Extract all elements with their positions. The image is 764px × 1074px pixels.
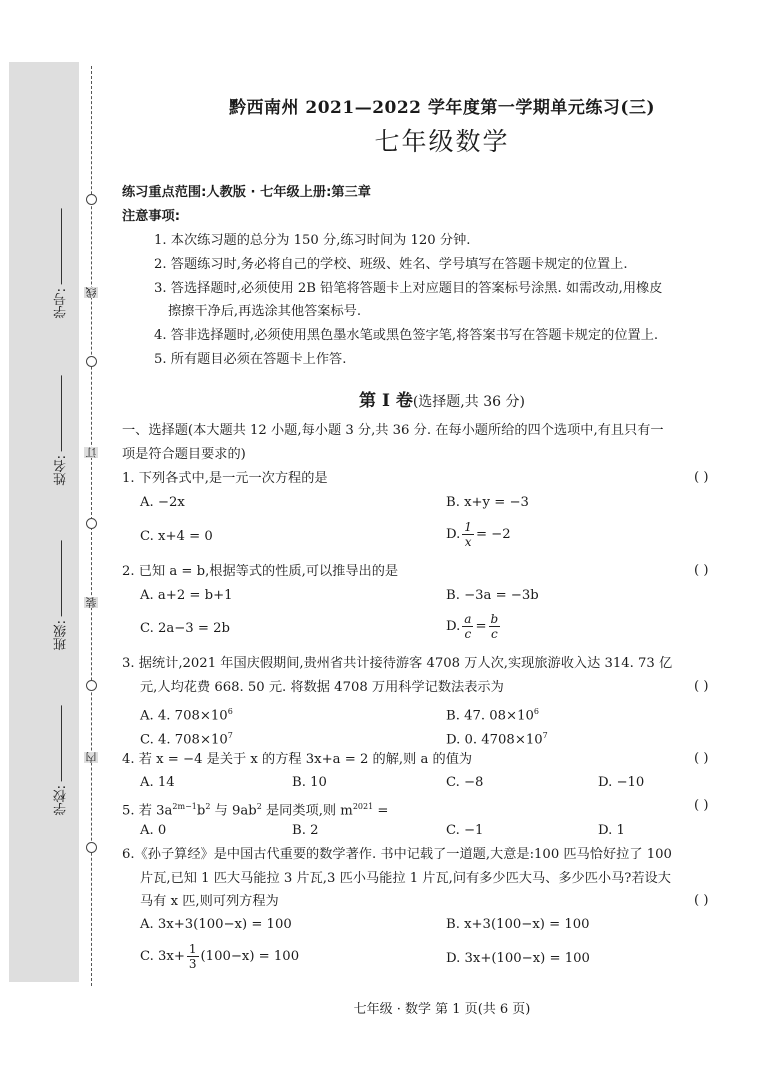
question-stem: 5. 若 $3a^{2m-1}b^2$ 与 $9ab^2$ 是同类项,则 $m^{2021}$ = (122, 802, 389, 819)
section-intro: 一、选择题(本大题共 12 小题,每小题 3 分,共 36 分. 在每小题所给的四个选项中,有且只有一 (122, 423, 664, 438)
notes-heading: 注意事项: (122, 209, 181, 224)
cut-word: 装 (85, 597, 98, 608)
option-c: C. −8 (446, 775, 484, 790)
answer-bracket: ( ) (694, 563, 709, 578)
question-stem: 2. 已知 a = b,根据等式的性质,可以推导出的是 (122, 564, 399, 579)
section-intro: 项是符合题目要求的) (122, 447, 246, 462)
fraction: $\frac{1}{3}$ (188, 942, 197, 971)
option-b: B. 2 (292, 823, 319, 838)
student-id-field: 学号: (52, 208, 71, 318)
option-d: D. 0. $4708\times 10^7$ (446, 731, 548, 748)
option-a: A. 4. $708\times 10^6$ (140, 707, 233, 724)
section-name: 第 Ⅰ 卷 (359, 391, 413, 411)
note-item: 4. 答非选择题时,必须使用黑色墨水笔或黑色签字笔,将答案书写在答题卡规定的位置上. (154, 328, 659, 343)
answer-bracket: ( ) (694, 893, 709, 908)
question-stem: 4. 若 x = −4 是关于 x 的方程 3x+a = 2 的解,则 a 的值为 (122, 752, 473, 767)
school-field: 学校: (52, 705, 71, 815)
question-stem: 片瓦,已知 1 匹大马能拉 3 片瓦,3 匹小马能拉 1 片瓦,问有多少匹大马、多少匹小马?若设大 (140, 871, 671, 886)
option-a: A. −2x (140, 495, 185, 510)
answer-bracket: ( ) (694, 751, 709, 766)
binding-hole (86, 194, 97, 205)
name-field: 姓名: (52, 375, 71, 485)
section-title (120, 386, 764, 411)
option-a: A. 14 (140, 775, 175, 790)
binding-hole (86, 356, 97, 367)
question-stem: 马有 x 匹,则可列方程为 (140, 894, 279, 909)
answer-bracket: ( ) (694, 679, 709, 694)
binding-hole (86, 842, 97, 853)
option-c: C. −1 (446, 823, 484, 838)
option-d: D. −10 (598, 775, 645, 790)
binding-hole (86, 518, 97, 529)
question-stem: 3. 据统计,2021 年国庆假期间,贵州省共计接待游客 4708 万人次,实现旅游收入达 314. 73 亿 (122, 656, 673, 671)
page-footer: 七年级 · 数学 第 1 页(共 6 页) (353, 1002, 531, 1017)
option-c: C. x+4 = 0 (140, 529, 213, 544)
question-stem: 元,人均花费 668. 50 元. 将数据 4708 万用科学记数法表示为 (140, 680, 504, 695)
fraction: $\frac{1}{x}$ (464, 520, 472, 549)
answer-bracket: ( ) (694, 798, 709, 813)
note-item: 1. 本次练习题的总分为 150 分,练习时间为 120 分钟. (154, 233, 471, 248)
question-stem: 1. 下列各式中,是一元一次方程的是 (122, 471, 328, 486)
option-b: B. 47. $08\times 10^6$ (446, 707, 539, 724)
exam-title: 黔西南州 2021—2022 学年度第一学期单元练习(三) (228, 98, 656, 118)
cut-word: 订 (85, 447, 98, 458)
option-d: D. 1 (598, 823, 625, 838)
option-d: D. $\frac{1}{x}$ = −2 (446, 520, 511, 549)
option-b: B. x+y = −3 (446, 495, 529, 510)
option-d: D. 3x+(100−x) = 100 (446, 951, 590, 966)
note-item: 2. 答题练习时,务必将自己的学校、班级、姓名、学号填写在答题卡规定的位置上. (154, 257, 628, 272)
binding-margin (9, 62, 79, 982)
option-c: C. 4. $708\times 10^7$ (140, 731, 233, 748)
option-c: C. 2a−3 = 2b (140, 621, 230, 636)
section-subtitle: (选择题,共 36 分) (412, 394, 525, 410)
option-a: A. 0 (140, 823, 167, 838)
fraction: $\frac{b}{c}$ (490, 612, 499, 641)
answer-bracket: ( ) (694, 470, 709, 485)
class-field: 班级: (52, 540, 71, 650)
fraction: $\frac{a}{c}$ (464, 612, 472, 641)
option-b: B. −3a = −3b (446, 588, 539, 603)
binding-hole (86, 680, 97, 691)
option-a: A. 3x+3(100−x) = 100 (140, 917, 292, 932)
cut-word: 线 (85, 287, 98, 298)
note-item: 擦擦干净后,再选涂其他答案标号. (168, 304, 362, 319)
option-d: D. $\frac{a}{c}$ = $\frac{b}{c}$ (446, 612, 499, 641)
scope-line: 练习重点范围:人教版 · 七年级上册:第三章 (122, 185, 371, 200)
cut-word: 内 (85, 752, 98, 763)
exam-subtitle: 七年级数学 (374, 127, 510, 156)
note-item: 3. 答选择题时,必须使用 2B 铅笔将答题卡上对应题目的答案标号涂黑. 如需改动,用橡皮 (154, 281, 663, 296)
option-c: C. 3x+ $\frac{1}{3}$ (100−x) = 100 (140, 942, 300, 971)
note-item: 5. 所有题目必须在答题卡上作答. (154, 352, 347, 367)
option-b: B. 10 (292, 775, 327, 790)
option-b: B. x+3(100−x) = 100 (446, 917, 590, 932)
question-stem: 6.《孙子算经》是中国古代重要的数学著作. 书中记载了一道题,大意是:100 匹马恰好拉了 100 (122, 847, 672, 862)
option-a: A. a+2 = b+1 (140, 588, 233, 603)
